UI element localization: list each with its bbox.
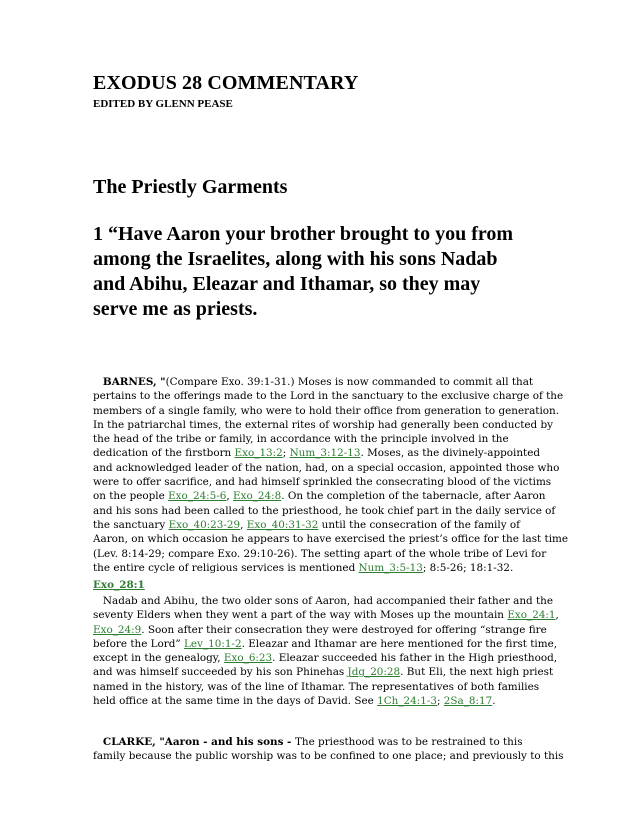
commentary-line: on the people Exo_24:5-6, Exo_24:8. On the completion of the tabernacle, after Aaron [93, 490, 546, 503]
commentary-line: seventy Elders when they went a part of the way with Moses up the mountain Exo_24:1, [93, 609, 559, 622]
scripture-link[interactable]: Exo_24:9 [93, 623, 142, 636]
scripture-link[interactable]: Num_3:12-13 [289, 447, 361, 460]
commentary-line: In the patriarchal times, the external rites of worship had generally been conducted by [93, 418, 554, 431]
scripture-link[interactable]: Num_3:5-13 [358, 561, 423, 574]
clarke-label: CLARKE, "Aaron - and his sons - [102, 736, 295, 748]
commentary-line: members of a single family, who were to hold their office from generation to generation. [93, 404, 560, 417]
commentary-line: and acknowledged leader of the nation, had, on a special occasion, appointed those who [93, 461, 560, 474]
commentary-line: before the Lord” Lev_10:1-2. Eleazar and Ithamar are here mentioned for the first time, [93, 637, 558, 650]
commentary-line: were to offer sacrifice, and had himself sprinkled the consecrating blood of the victims [93, 476, 552, 489]
scripture-link[interactable]: Exo_13:2 [234, 447, 283, 460]
scripture-link[interactable]: Jdg_20:28 [347, 666, 401, 679]
barnes-label: BARNES, " [102, 376, 166, 388]
commentary-line: CLARKE, "Aaron - and his sons - The priesthood was to be restrained to this [102, 736, 523, 748]
commentary-line: and was himself succeeded by his son Phinehas Jdg_20:28. But Eli, the next high priest [93, 666, 554, 679]
scripture-link[interactable]: 2Sa_8:17 [443, 695, 493, 708]
commentary-line: Aaron, on which occasion he appears to have exercised the priest’s office for the last time [93, 533, 569, 546]
scripture-link[interactable]: Exo_24:5-6 [168, 490, 227, 503]
scripture-link[interactable]: Exo_40:31-32 [246, 518, 319, 531]
scripture-link[interactable]: 1Ch_24:1-3 [377, 695, 437, 708]
commentary-line: (Lev. 8:14-29; compare Exo. 29:10-26). The setting apart of the whole tribe of Levi for [93, 547, 547, 560]
commentary-line: Nadab and Abihu, the two older sons of Aaron, had accompanied their father and the [102, 595, 553, 607]
commentary-line: named in the history, was of the line of Ithamar. The representatives of both families [93, 680, 540, 693]
commentary-line: held office at the same time in the days of David. See 1Ch_24:1-3; 2Sa_8:17. [93, 695, 496, 708]
commentary-line: dedication of the firstborn Exo_13:2; Num_3:12-13. Moses, as the divinely-appointed [93, 447, 541, 460]
commentary-line: pertains to the offerings made to the Lord in the sanctuary to the exclusive charge of the [93, 390, 564, 403]
document-subtitle: EDITED BY GLENN PEASE [93, 98, 233, 110]
commentary-line: BARNES, "(Compare Exo. 39:1-31.) Moses is now commanded to commit all that [102, 376, 534, 388]
nadab-commentary [93, 594, 559, 708]
commentary-line: the head of the tribe or family, in accordance with the principle involved in the [93, 433, 509, 446]
verse-reference-heading[interactable]: Exo_28:1 [93, 579, 145, 591]
commentary-line: family because the public worship was to be confined to one place; and previously to this [93, 750, 564, 763]
commentary-line: Exo_24:9. Soon after their consecration they were destroyed for offering “strange fire [93, 623, 547, 636]
verse-text [93, 222, 563, 322]
scripture-link[interactable]: Exo_6:23 [223, 652, 273, 665]
document-title: EXODUS 28 COMMENTARY [93, 72, 359, 94]
commentary-line: the entire cycle of religious services is mentioned Num_3:5-13; 8:5-26; 18:1-32. [93, 561, 514, 574]
clarke-commentary [93, 735, 564, 764]
commentary-line: except in the genealogy, Exo_6:23. Eleazar succeeded his father in the High priesthood, [93, 652, 558, 665]
scripture-link[interactable]: Exo_24:1 [507, 609, 556, 622]
scripture-link[interactable]: Exo_40:23-29 [168, 518, 241, 531]
scripture-link[interactable]: Lev_10:1-2 [184, 637, 242, 650]
scripture-link[interactable]: Exo_24:8 [233, 490, 282, 503]
verse-line: among the Israelites, along with his sons Nadab [93, 248, 498, 270]
commentary-line: and his sons had been called to the priesthood, he took chief part in the daily service of [93, 504, 556, 517]
verse-line: serve me as priests. [93, 298, 258, 320]
verse-line: and Abihu, Eleazar and Ithamar, so they may [93, 273, 481, 295]
commentary-line: the sanctuary Exo_40:23-29, Exo_40:31-32 until the consecration of the family of [93, 518, 520, 531]
verse-line: 1 “Have Aaron your brother brought to you from [93, 223, 514, 245]
barnes-commentary [93, 375, 569, 575]
section-title: The Priestly Garments [93, 176, 288, 198]
